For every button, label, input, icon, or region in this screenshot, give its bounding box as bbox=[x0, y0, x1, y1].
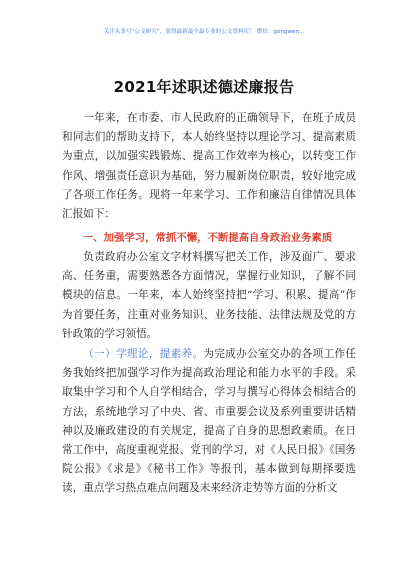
section-heading: 一、加强学习，常抓不懈，不断提高自身政治业务素质 bbox=[82, 232, 333, 244]
subsection-body: 为完成办公室交办的各项工作任务我始终把加强学习作为提高政治理论和能力水平的手段。采取集中学习和个人自学相结合，学习与撰写心得体会相结合的方法，系统地学习了中央、省、市重要会议及系列重要讲话精神以及廉政建设的有关规定，提高了自身的思想政素质。在日常工作中，高度重视党报、党刊的学习，对《人民日报》《国务院公报》《求是》《秘书工作》等报刊，基本做到每期择要选读，重点学习热点难点问题及未来经济走势等方面的分析文 bbox=[62, 348, 357, 495]
intro-paragraph: 一年来，在市委、市人民政府的正确领导下，在班子成员和同志们的帮助支持下，本人始终坚持以理论学习、提高素质为重点，以加强实践锻炼、提高工作效率为核心，以转变工作作风、增强责任意识为基础，努力履新岗位职责，较好地完成了各项工作任务。现将一年来学习、工作和廉洁自律情况具体汇报如下： bbox=[62, 112, 356, 221]
section-paragraph: 负责政府办公室文字材料撰写把关工作，涉及面广、要求高、任务重，需要熟悉各方面情况，掌握行业知识，了解不同模块的信息。一年来，本人始终坚持把“学习、积累、提高”作为首要任务，注重对业务知识、业务技能、法律法规及党的方针政策的学习领悟。 bbox=[62, 251, 356, 340]
subsection-heading: （一）学理论，提素养。 bbox=[83, 348, 204, 360]
document-title: 2021年述职述德述廉报告 bbox=[113, 78, 295, 96]
subsection-paragraph bbox=[62, 345, 356, 499]
promo-banner[interactable]: 关注头条号“公文研究”，获得最新最全最专业的公文资料库！ 微信：gongwen... bbox=[103, 29, 305, 35]
